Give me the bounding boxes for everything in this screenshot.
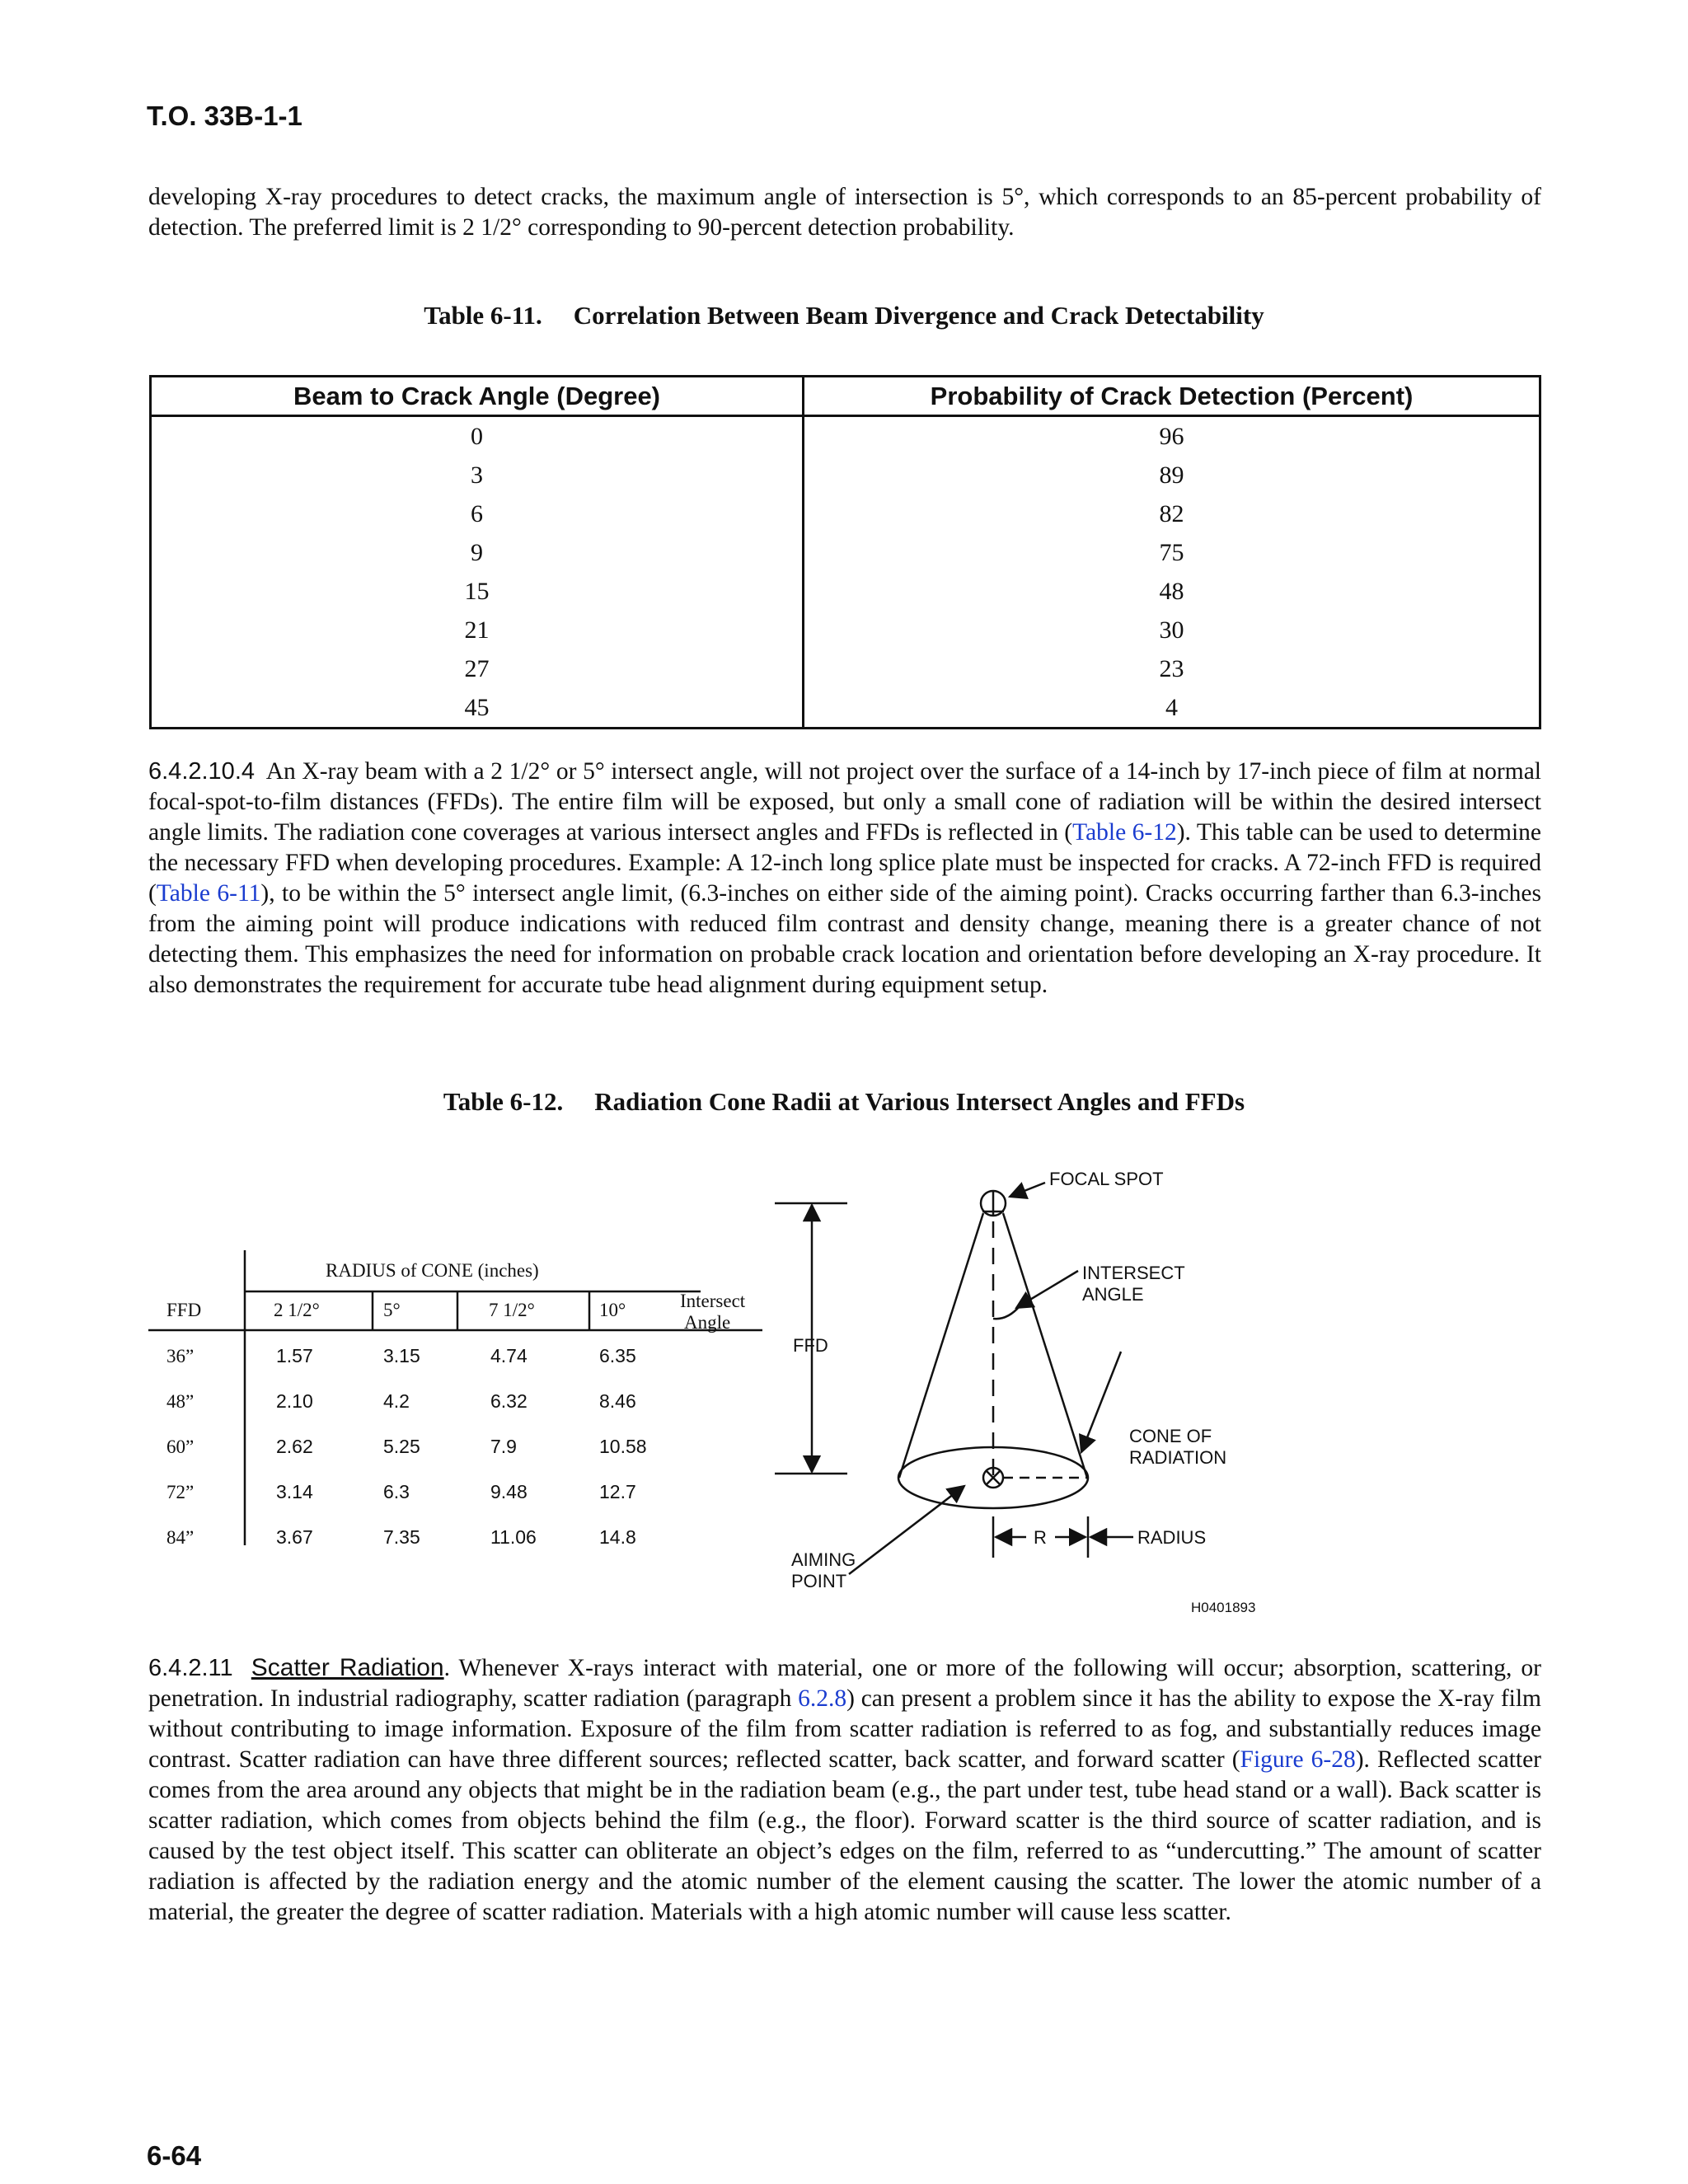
paragraph-6-2-8-link[interactable]: 6.2.8 bbox=[798, 1685, 847, 1712]
table-row bbox=[166, 1481, 636, 1502]
angle-header: 10° bbox=[599, 1300, 626, 1320]
radius-cell: 3.67 bbox=[276, 1526, 313, 1548]
ffd-cell: 84” bbox=[166, 1527, 195, 1548]
intersect-angle-label: INTERSECT bbox=[1082, 1263, 1185, 1283]
aiming-point-label: POINT bbox=[791, 1571, 847, 1591]
probability-cell: 75 bbox=[1159, 538, 1184, 566]
radius-cell: 4.2 bbox=[383, 1390, 410, 1412]
angle-label: Angle bbox=[684, 1312, 731, 1333]
table-6-11-label: Table 6-11. bbox=[424, 301, 542, 330]
figure-6-28-link[interactable]: Figure 6-28 bbox=[1240, 1746, 1356, 1773]
cone-edge-right bbox=[1003, 1213, 1087, 1478]
radius-cell: 2.10 bbox=[276, 1390, 313, 1412]
radius-cell: 3.14 bbox=[276, 1481, 313, 1502]
paragraph-text: ). This table can be used to determine the necessary FFD when developing procedures. Example: A 12-inch long splice plate must be inspected for cracks. A 72-inch FFD is required ( bbox=[148, 819, 1541, 907]
table-row bbox=[151, 688, 1540, 729]
page-number: 6-64 bbox=[147, 2140, 202, 2171]
paragraph-number: 6.4.2.10.4 bbox=[148, 758, 255, 785]
focal-spot-label: FOCAL SPOT bbox=[1049, 1169, 1164, 1189]
table-6-11-header-angle: Beam to Crack Angle (Degree) bbox=[151, 377, 804, 416]
angle-cell: 15 bbox=[151, 572, 804, 611]
radius-cell: 11.06 bbox=[490, 1526, 537, 1548]
table-6-11-header-probability: Probability of Crack Detection (Percent) bbox=[804, 377, 1540, 416]
document-id: T.O. 33B-1-1 bbox=[147, 101, 302, 131]
angle-cell: 9 bbox=[151, 533, 804, 572]
table-row bbox=[151, 533, 1540, 572]
cone-edge-left bbox=[899, 1213, 983, 1478]
probability-cell: 23 bbox=[1159, 654, 1184, 682]
probability-cell: 4 bbox=[1165, 693, 1178, 721]
paragraph-text: ). Reflected scatter comes from the area around any objects that might be in the radiation beam (e.g., the part under test, tube head stand or a wall). Back scatter is scatter radiation, which comes from objects behind the film (e.g., the floor). Forward scatter is the third source of scatter radiation, and is caused by the test object itself. This scatter can obliterate an object’s edges on the film, referred to as “undercutting.” The amount of scatter radiation is affected by the radiation energy and the atomic number of the element causing the scatter. The lower the atomic number of a material, the greater the degree of scatter radiation. Materials with a high atomic number will cause less scatter. bbox=[148, 1746, 1542, 1925]
intersect-angle-arc bbox=[993, 1306, 1020, 1319]
r-label: R bbox=[1034, 1527, 1047, 1548]
radius-cell: 3.15 bbox=[383, 1345, 420, 1366]
table-row bbox=[166, 1526, 636, 1548]
table-row bbox=[151, 456, 1540, 494]
probability-cell: 30 bbox=[1159, 616, 1184, 644]
radius-cell: 5.25 bbox=[383, 1436, 420, 1457]
cone-of-radiation-label: CONE OF bbox=[1129, 1426, 1212, 1446]
paragraph-number: 6.4.2.11 bbox=[148, 1655, 233, 1681]
radius-cell: 2.62 bbox=[276, 1436, 313, 1457]
table-6-11 bbox=[149, 375, 1541, 729]
cone-of-radiation-label: RADIATION bbox=[1129, 1447, 1227, 1468]
table-row bbox=[151, 416, 1540, 457]
scatter-radiation-heading: Scatter Radiation bbox=[251, 1654, 444, 1681]
probability-cell: 89 bbox=[1159, 461, 1184, 489]
table-6-11-link[interactable]: Table 6-11 bbox=[156, 880, 261, 907]
paragraph-6-4-2-11 bbox=[148, 1652, 1541, 1928]
radius-cell: 1.57 bbox=[276, 1345, 313, 1366]
paragraph-text: An X-ray beam with a 2 1/2° or 5° intersect angle, will not project over the surface of a 14-inch by 17-inch piece of film at normal focal-spot-to-film distances (FFDs). The entire film will be exposed, but only a small cone of radiation will be within the desired intersect angle limits. The radiation cone coverages at various intersect angles and FFDs is reflected in ( bbox=[148, 758, 1541, 846]
radius-cell: 7.9 bbox=[490, 1436, 517, 1457]
ffd-cell: 36” bbox=[166, 1346, 195, 1366]
figure-id: H0401893 bbox=[1191, 1600, 1256, 1615]
angle-cell: 27 bbox=[151, 649, 804, 688]
table-row bbox=[151, 611, 1540, 649]
table-6-12-title: Radiation Cone Radii at Various Intersect Angles and FFDs bbox=[594, 1087, 1245, 1116]
intersect-angle-label: ANGLE bbox=[1082, 1284, 1144, 1305]
radius-cell: 4.74 bbox=[490, 1345, 528, 1366]
radius-cell: 8.46 bbox=[599, 1390, 636, 1412]
table-row bbox=[166, 1436, 647, 1457]
radius-cell: 6.32 bbox=[490, 1390, 528, 1412]
ffd-header: FFD bbox=[166, 1300, 202, 1320]
table-6-12-link[interactable]: Table 6-12 bbox=[1072, 819, 1177, 846]
paragraph-text: . Whenever X-rays interact with material, one or more of the following will occur; absorption, scattering, or penetration. In industrial radiography, scatter radiation (paragraph bbox=[148, 1655, 1541, 1712]
table-row bbox=[151, 572, 1540, 611]
angle-cell: 21 bbox=[151, 611, 804, 649]
ffd-cell: 60” bbox=[166, 1436, 195, 1457]
angle-cell: 3 bbox=[151, 456, 804, 494]
table-6-12-caption bbox=[0, 1087, 1688, 1117]
table-row bbox=[151, 649, 1540, 688]
angle-header: 5° bbox=[383, 1300, 401, 1320]
radius-cell: 6.35 bbox=[599, 1345, 636, 1366]
angle-header: 7 1/2° bbox=[489, 1300, 535, 1320]
table-row bbox=[151, 494, 1540, 533]
radius-cell: 6.3 bbox=[383, 1481, 410, 1502]
radius-group-header: RADIUS of CONE (inches) bbox=[326, 1260, 539, 1281]
probability-cell: 48 bbox=[1159, 577, 1184, 605]
radius-cell: 12.7 bbox=[599, 1481, 636, 1502]
ffd-cell: 48” bbox=[166, 1391, 195, 1412]
radius-cell: 14.8 bbox=[599, 1526, 636, 1548]
ffd-cell: 72” bbox=[166, 1482, 195, 1502]
table-6-12-label: Table 6-12. bbox=[443, 1087, 564, 1116]
table-row bbox=[166, 1345, 636, 1366]
radius-cell: 9.48 bbox=[490, 1481, 528, 1502]
radiation-cone-diagram bbox=[775, 1154, 1302, 1640]
angle-header: 2 1/2° bbox=[274, 1300, 320, 1320]
table-row bbox=[166, 1390, 636, 1412]
angle-cell: 6 bbox=[151, 494, 804, 533]
angle-cell: 0 bbox=[151, 416, 804, 457]
intro-paragraph: developing X-ray procedures to detect cracks, the maximum angle of intersection is 5°, which corresponds to an 85-percent probability of detection. The preferred limit is 2 1/2° corresponding to 90-percent detection probability. bbox=[148, 184, 1541, 241]
radius-label: RADIUS bbox=[1137, 1527, 1207, 1548]
paragraph-text: ), to be within the 5° intersect angle limit, (6.3-inches on either side of the aiming point). Cracks occurring farther than 6.3-inches from the aiming point will produce indications with reduced film contrast and density change, meaning there is a greater chance of not detecting them. This emphasizes the need for information on probable crack location and orientation before developing an X-ray procedure. It also demonstrates the requirement for accurate tube head alignment during equipment setup. bbox=[148, 880, 1541, 998]
probability-cell: 82 bbox=[1159, 499, 1184, 527]
angle-cell: 45 bbox=[151, 688, 804, 729]
aiming-point-label: AIMING bbox=[791, 1549, 856, 1570]
table-6-11-title: Correlation Between Beam Divergence and Crack Detectability bbox=[573, 301, 1264, 330]
table-6-12 bbox=[148, 1240, 775, 1554]
table-6-11-caption bbox=[0, 301, 1688, 330]
radius-cell: 7.35 bbox=[383, 1526, 420, 1548]
ffd-label: FFD bbox=[793, 1335, 828, 1356]
paragraph-text: ) can present a problem since it has the ability to expose the X-ray film without contributing to image information. Exposure of the film from scatter radiation is referred to as fog, and substantially reduces image contrast. Scatter radiation can have three different sources; reflected scatter, back scatter, and forward scatter ( bbox=[148, 1685, 1541, 1773]
paragraph-6-4-2-10-4 bbox=[148, 757, 1541, 1001]
radius-cell: 10.58 bbox=[599, 1436, 647, 1457]
probability-cell: 96 bbox=[1159, 422, 1184, 450]
intersect-label: Intersect bbox=[680, 1291, 746, 1311]
